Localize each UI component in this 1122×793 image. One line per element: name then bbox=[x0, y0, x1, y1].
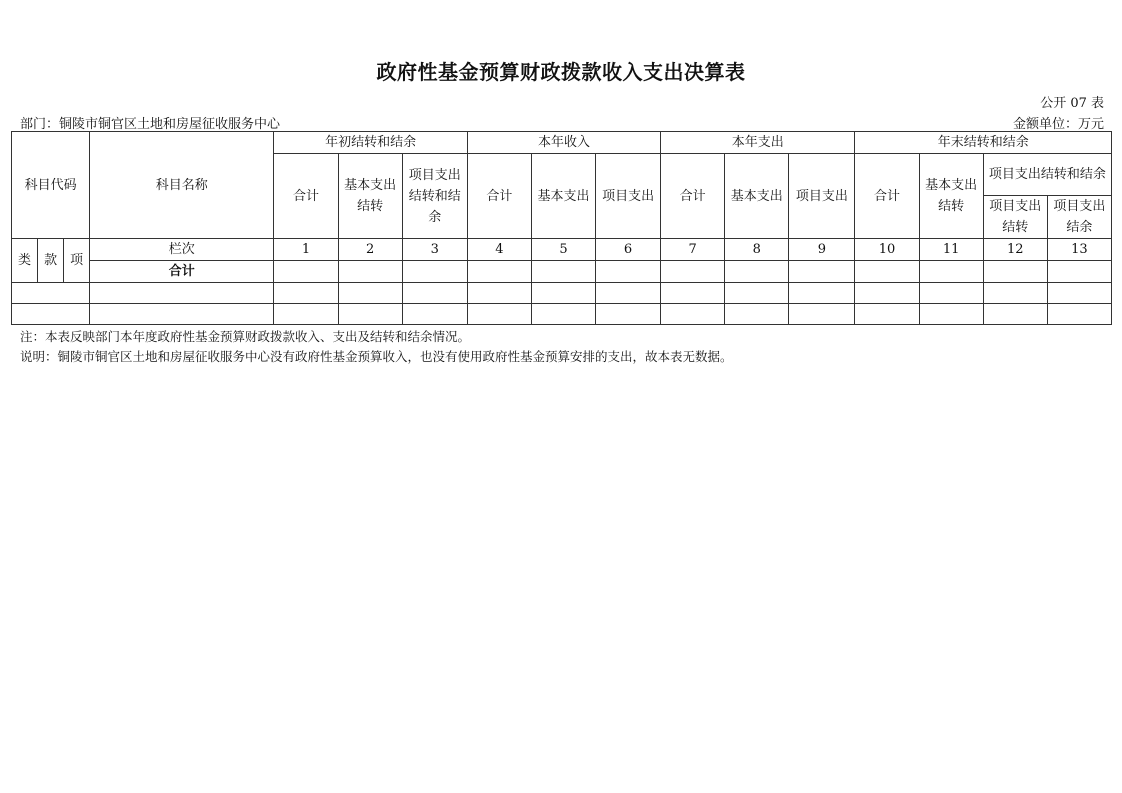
col-number: 8 bbox=[725, 239, 789, 261]
table-cell bbox=[1047, 304, 1111, 325]
budget-table bbox=[11, 131, 1112, 325]
explanation-note: 说明：铜陵市铜官区土地和房屋征收服务中心没有政府性基金预算收入，也没有使用政府性基金预算安排的支出，故本表无数据。 bbox=[20, 349, 733, 364]
col-number: 10 bbox=[855, 239, 919, 261]
table-cell bbox=[402, 304, 467, 325]
table-cell bbox=[983, 304, 1047, 325]
table-cell bbox=[596, 283, 661, 304]
header-total: 合计 bbox=[661, 154, 725, 239]
header-total: 合计 bbox=[467, 154, 531, 239]
table-cell bbox=[531, 304, 595, 325]
header-project-carry-balance: 项目支出结转和结余 bbox=[402, 154, 467, 239]
col-number: 4 bbox=[467, 239, 531, 261]
col-number: 3 bbox=[402, 239, 467, 261]
header-group-begin: 年初结转和结余 bbox=[274, 132, 467, 154]
table-cell bbox=[1047, 283, 1111, 304]
header-name: 科目名称 bbox=[90, 132, 274, 239]
table-cell bbox=[274, 304, 338, 325]
header-total: 合计 bbox=[274, 154, 338, 239]
table-cell bbox=[467, 304, 531, 325]
header-project: 项目支出 bbox=[596, 154, 661, 239]
table-row bbox=[12, 304, 1112, 325]
table-cell bbox=[338, 261, 402, 283]
table-cell bbox=[531, 283, 595, 304]
table-cell bbox=[855, 304, 919, 325]
table-cell bbox=[402, 261, 467, 283]
header-group-income: 本年收入 bbox=[467, 132, 660, 154]
header-code: 科目代码 bbox=[12, 132, 90, 239]
table-cell bbox=[1047, 261, 1111, 283]
col-number: 13 bbox=[1047, 239, 1111, 261]
table-cell bbox=[855, 261, 919, 283]
form-number: 公开 07 表 bbox=[1040, 96, 1104, 111]
table-cell bbox=[919, 304, 983, 325]
table-cell bbox=[983, 283, 1047, 304]
footnote: 注：本表反映部门本年度政府性基金预算财政拨款收入、支出及结转和结余情况。 bbox=[20, 329, 471, 344]
col-number: 12 bbox=[983, 239, 1047, 261]
header-project: 项目支出 bbox=[789, 154, 855, 239]
header-group-expense: 本年支出 bbox=[661, 132, 855, 154]
header-basic: 基本支出 bbox=[725, 154, 789, 239]
table-cell bbox=[919, 283, 983, 304]
table-cell bbox=[983, 261, 1047, 283]
header-basic: 基本支出 bbox=[531, 154, 595, 239]
header-basic-carry: 基本支出结转 bbox=[338, 154, 402, 239]
table-cell bbox=[725, 283, 789, 304]
table-cell bbox=[338, 304, 402, 325]
table-cell bbox=[274, 261, 338, 283]
amount-unit: 金额单位：万元 bbox=[1012, 117, 1104, 132]
table-cell bbox=[12, 283, 90, 304]
header-basic-carry: 基本支出结转 bbox=[919, 154, 983, 239]
table-cell bbox=[90, 304, 274, 325]
header-xiang: 项 bbox=[64, 239, 90, 283]
table-cell bbox=[661, 304, 725, 325]
table-cell bbox=[789, 261, 855, 283]
table-cell bbox=[789, 304, 855, 325]
table-cell bbox=[596, 304, 661, 325]
table-cell bbox=[661, 261, 725, 283]
table-cell bbox=[531, 261, 595, 283]
table-title: 政府性基金预算财政拨款收入支出决算表 bbox=[376, 60, 746, 84]
header-total: 合计 bbox=[855, 154, 919, 239]
total-row bbox=[12, 261, 1112, 283]
col-number: 11 bbox=[919, 239, 983, 261]
header-project-carry-balance-sub: 项目支出结转和结余 bbox=[983, 154, 1111, 196]
header-lanci: 栏次 bbox=[90, 239, 274, 261]
table-cell bbox=[919, 261, 983, 283]
table-cell bbox=[12, 304, 90, 325]
col-number: 6 bbox=[596, 239, 661, 261]
table-cell bbox=[338, 283, 402, 304]
header-lei: 类 bbox=[12, 239, 38, 283]
header-project-balance: 项目支出结余 bbox=[1047, 196, 1111, 239]
table-cell bbox=[467, 261, 531, 283]
total-row-label: 合计 bbox=[90, 261, 274, 283]
col-number: 2 bbox=[338, 239, 402, 261]
table-cell bbox=[90, 283, 274, 304]
header-kuan: 款 bbox=[38, 239, 64, 283]
table-cell bbox=[274, 283, 338, 304]
col-number: 7 bbox=[661, 239, 725, 261]
table-cell bbox=[789, 283, 855, 304]
header-group-end: 年末结转和结余 bbox=[855, 132, 1112, 154]
header-project-carry: 项目支出结转 bbox=[983, 196, 1047, 239]
col-number: 9 bbox=[789, 239, 855, 261]
table-row bbox=[12, 283, 1112, 304]
table-cell bbox=[467, 283, 531, 304]
col-number: 1 bbox=[274, 239, 338, 261]
table-cell bbox=[725, 304, 789, 325]
table-cell bbox=[402, 283, 467, 304]
table-cell bbox=[661, 283, 725, 304]
table-cell bbox=[725, 261, 789, 283]
table-cell bbox=[596, 261, 661, 283]
table-cell bbox=[855, 283, 919, 304]
department-label: 部门：铜陵市铜官区土地和房屋征收服务中心 bbox=[20, 117, 281, 132]
col-number: 5 bbox=[531, 239, 595, 261]
